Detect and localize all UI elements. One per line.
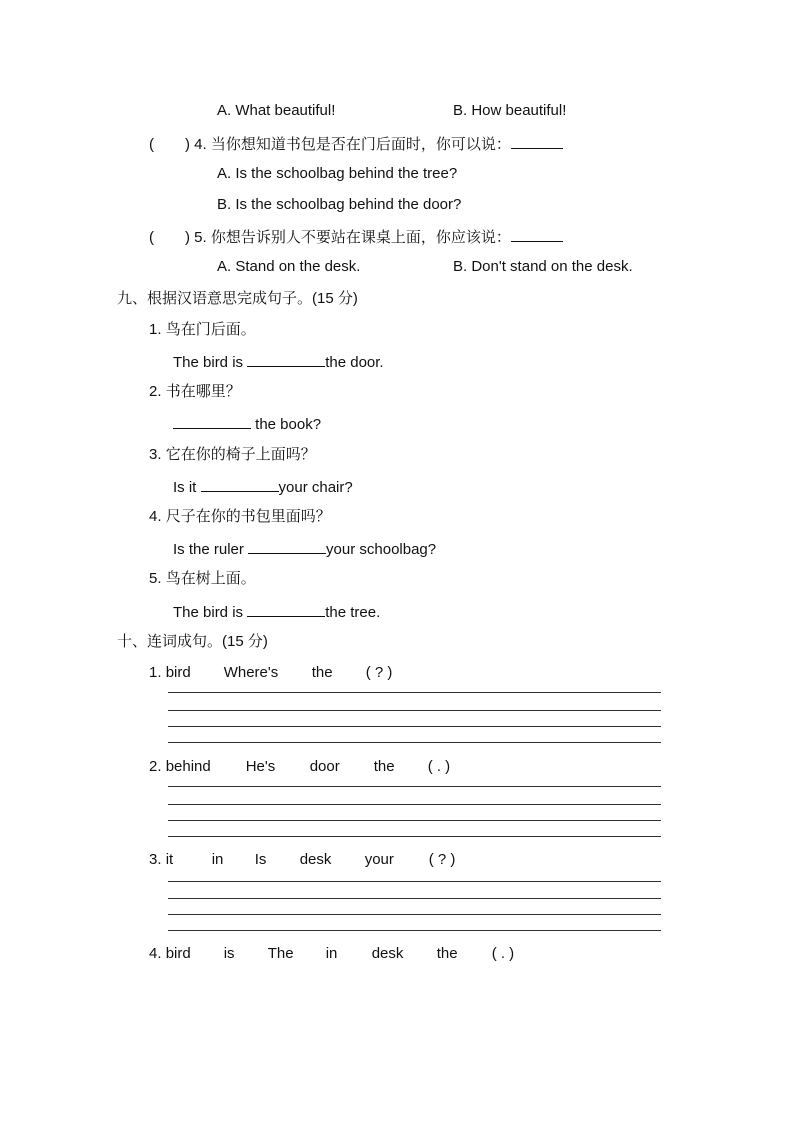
answer-blank[interactable] bbox=[201, 477, 279, 492]
scrambled-word: Is bbox=[254, 851, 267, 868]
writing-line[interactable] bbox=[168, 804, 661, 805]
s9-item-5-en bbox=[173, 602, 380, 622]
writing-line[interactable] bbox=[168, 726, 661, 727]
s9-item-2-cn bbox=[149, 383, 241, 401]
answer-paren-open[interactable]: ( bbox=[149, 136, 154, 153]
answer-blank[interactable] bbox=[173, 414, 251, 429]
scrambled-word: He's bbox=[245, 758, 276, 775]
q4-option-a: A. Is the schoolbag behind the tree? bbox=[217, 165, 458, 182]
writing-line[interactable] bbox=[168, 786, 661, 787]
scrambled-word: is bbox=[223, 945, 235, 962]
item-number: 5. bbox=[149, 570, 162, 587]
answer-blank[interactable] bbox=[511, 134, 563, 149]
q4-option-b: B. Is the schoolbag behind the door? bbox=[217, 196, 462, 213]
chinese-prompt: 鸟在树上面。 bbox=[165, 570, 256, 587]
scrambled-word: The bbox=[267, 945, 294, 962]
writing-line[interactable] bbox=[168, 692, 661, 693]
scrambled-word: the bbox=[311, 664, 333, 681]
scrambled-word: door bbox=[309, 758, 340, 775]
section-9-title: 九、根据汉语意思完成句子。(15 分) bbox=[117, 290, 358, 307]
item-number: 2. bbox=[149, 758, 162, 775]
question-number: ) 4. bbox=[185, 136, 207, 153]
s9-item-4-cn bbox=[149, 508, 331, 526]
q5-option-a: A. Stand on the desk. bbox=[217, 258, 361, 275]
sentence-start: The bird is bbox=[173, 354, 248, 371]
s10-item-4 bbox=[149, 945, 514, 963]
question-number: ) 5. bbox=[185, 229, 207, 246]
answer-blank[interactable] bbox=[247, 352, 325, 367]
question-text: 你想告诉别人不要站在课桌上面，你应该说： bbox=[210, 229, 511, 246]
item-number: 2. bbox=[149, 383, 162, 400]
item-number: 4. bbox=[149, 508, 162, 525]
item-number: 1. bbox=[149, 321, 162, 338]
question-4 bbox=[149, 134, 563, 154]
writing-line[interactable] bbox=[168, 914, 661, 915]
chinese-prompt: 鸟在门后面。 bbox=[165, 321, 256, 338]
sentence-end: your schoolbag? bbox=[326, 541, 437, 558]
scrambled-word: desk bbox=[371, 945, 404, 962]
question-5 bbox=[149, 227, 563, 247]
scrambled-word: the bbox=[436, 945, 458, 962]
s10-item-2 bbox=[149, 758, 450, 776]
writing-line[interactable] bbox=[168, 930, 661, 931]
scrambled-word: bird bbox=[165, 664, 191, 681]
writing-line[interactable] bbox=[168, 881, 661, 882]
q3-option-b: B. How beautiful! bbox=[453, 102, 567, 119]
s9-item-2-en bbox=[173, 414, 321, 434]
s9-item-1-en bbox=[173, 352, 384, 372]
scrambled-word: your bbox=[364, 851, 394, 868]
answer-blank[interactable] bbox=[247, 602, 325, 617]
chinese-prompt: 书在哪里？ bbox=[165, 383, 241, 400]
scrambled-word: in bbox=[211, 851, 224, 868]
scrambled-word: it bbox=[165, 851, 174, 868]
scrambled-word: ( . ) bbox=[427, 758, 451, 775]
scrambled-word: behind bbox=[165, 758, 211, 775]
answer-paren-open[interactable]: ( bbox=[149, 229, 154, 246]
writing-line[interactable] bbox=[168, 836, 661, 837]
s10-item-3 bbox=[149, 851, 455, 869]
answer-blank[interactable] bbox=[248, 539, 326, 554]
sentence-end: the book? bbox=[251, 416, 322, 433]
s9-item-3-cn bbox=[149, 446, 316, 464]
scrambled-word: desk bbox=[299, 851, 332, 868]
question-text: 当你想知道书包是否在门后面时，你可以说： bbox=[210, 136, 511, 153]
s9-item-1-cn bbox=[149, 321, 256, 339]
s9-item-4-en bbox=[173, 539, 436, 559]
writing-line[interactable] bbox=[168, 742, 661, 743]
q3-option-a: A. What beautiful! bbox=[217, 102, 336, 119]
scrambled-word: ( . ) bbox=[491, 945, 515, 962]
sentence-end: the door. bbox=[325, 354, 384, 371]
scrambled-word: bird bbox=[165, 945, 191, 962]
item-number: 1. bbox=[149, 664, 162, 681]
writing-line[interactable] bbox=[168, 820, 661, 821]
q5-option-b: B. Don't stand on the desk. bbox=[453, 258, 633, 275]
sentence-start: Is the ruler bbox=[173, 541, 249, 558]
item-number: 3. bbox=[149, 446, 162, 463]
scrambled-word: ( ? ) bbox=[365, 664, 393, 681]
sentence-start: Is it bbox=[173, 479, 201, 496]
writing-line[interactable] bbox=[168, 898, 661, 899]
answer-blank[interactable] bbox=[511, 227, 563, 242]
sentence-end: your chair? bbox=[278, 479, 353, 496]
sentence-start: The bird is bbox=[173, 604, 248, 621]
scrambled-word: Where's bbox=[223, 664, 279, 681]
chinese-prompt: 尺子在你的书包里面吗？ bbox=[165, 508, 331, 525]
item-number: 4. bbox=[149, 945, 162, 962]
writing-line[interactable] bbox=[168, 710, 661, 711]
scrambled-word: in bbox=[325, 945, 338, 962]
scrambled-word: ( ? ) bbox=[428, 851, 456, 868]
s10-item-1 bbox=[149, 664, 392, 682]
sentence-end: the tree. bbox=[325, 604, 381, 621]
s9-item-3-en bbox=[173, 477, 353, 497]
section-10-title: 十、连词成句。(15 分) bbox=[117, 633, 268, 650]
s9-item-5-cn bbox=[149, 570, 256, 588]
item-number: 3. bbox=[149, 851, 162, 868]
chinese-prompt: 它在你的椅子上面吗？ bbox=[165, 446, 316, 463]
scrambled-word: the bbox=[373, 758, 395, 775]
